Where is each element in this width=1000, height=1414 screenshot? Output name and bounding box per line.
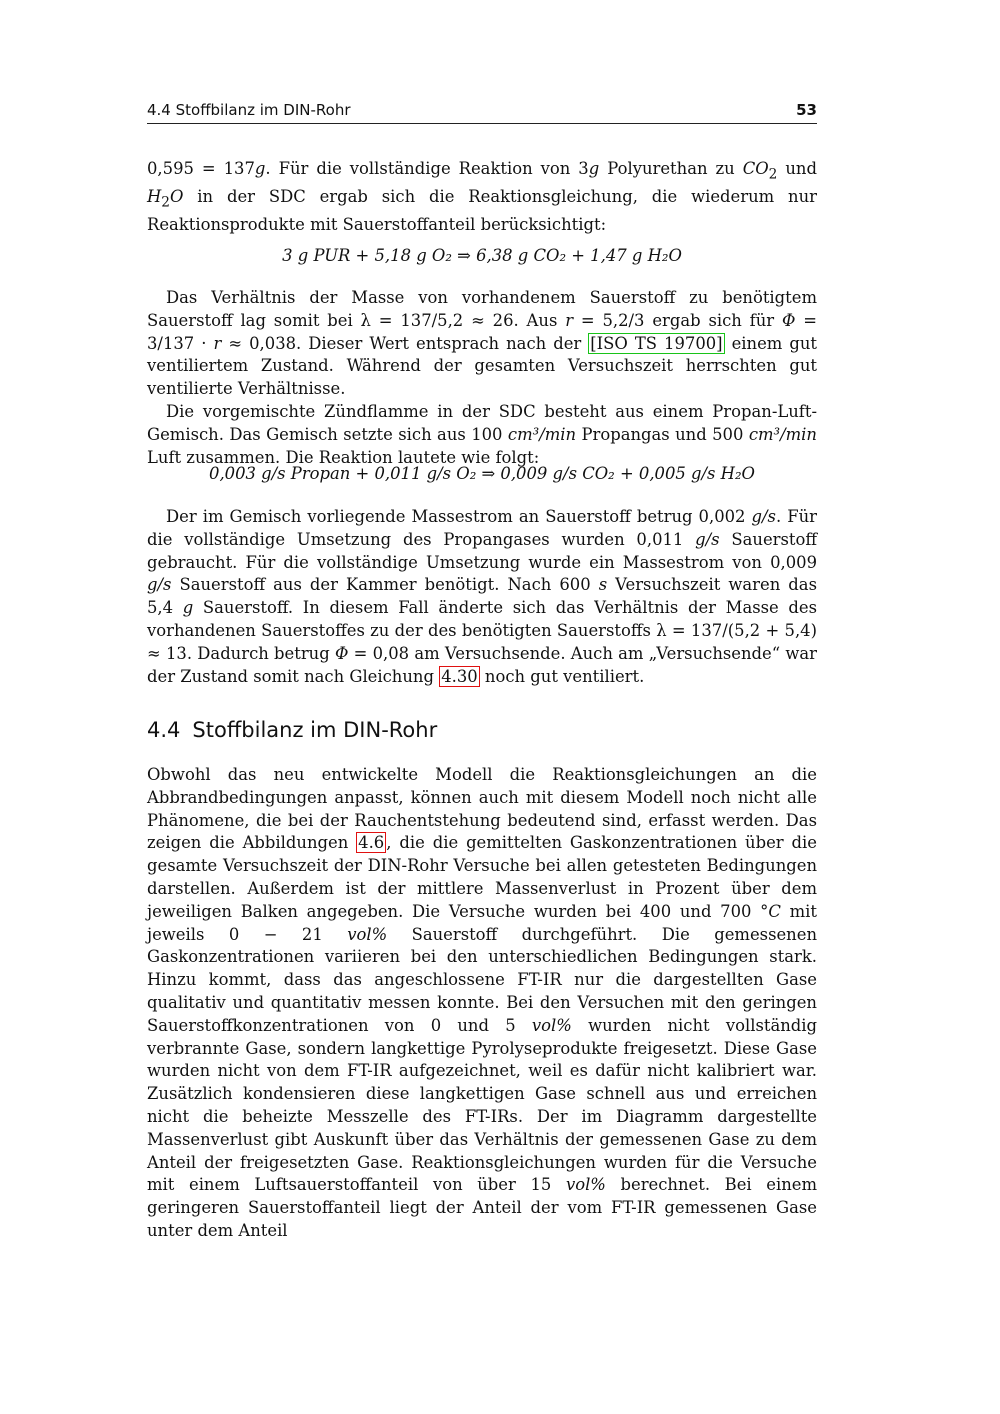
page-number: 53 xyxy=(796,101,817,119)
running-header xyxy=(147,101,817,124)
paragraph-din-tube: Obwohl das neu entwickelte Modell die Reaktionsgleichungen an die Abbrandbedingungen anpasst, können auch mit diesem Modell noch nicht alle Phänomene, die bei der Rauchentstehung bedeutend sind, erfasst werden. Das zeigen die Abbildungen 4.6 , die die gemittelten Gaskonzentrationen über die gesamte Versuchszeit der DIN-Rohr Versuche bei allen getesteten Bedingungen darstellen. Außerdem ist der mittlere Massenverlust in Prozent über dem jeweiligen Balken angegeben. Die Versuche wurden bei 400 und 700 °C mit jeweils 0 − 21 vol% Sauerstoff durchgeführt. Die gemessenen Gaskonzentrationen variieren bei den unterschiedlichen Bedingungen stark. Hinzu kommt, dass das angeschlossene FT-IR nur die dargestellten Gase qualitativ und quantitativ messen konnte. Bei den Versuchen mit den geringen Sauerstoffkonzentrationen von 0 und 5 vol% wurden nicht vollständig verbrannte Gase, sondern langkettige Pyrolyseprodukte freigesetzt. Diese Gase wurden nicht von dem FT-IR aufgezeichnet, weil es dafür nicht kalibriert war. Zusätzlich kondensieren diese langkettigen Gase schnell aus und erreichen nicht die beheizte Messzelle des FT-IRs. Der im Diagramm dargestellte Massenverlust gibt Auskunft über das Verhältnis der gemessenen Gase zu dem Anteil der freigesetzten Gase. Reaktionsgleichungen wurden für die Versuche mit einem Luftsauerstoffanteil von über 15 vol% berechnet. Bei einem geringeren Sauerstoffanteil liegt der Anteil der vom FT-IR gemessenen Gase unter dem Anteil xyxy=(147,765,818,1240)
paragraph-massflow: Der im Gemisch vorliegende Massestrom an Sauerstoff betrug 0,002 g/s. Für die vollständige Umsetzung des Propangases wurden 0,011 g/s Sauerstoff gebraucht. Für die vollständige Umsetzung wurde ein Massestrom von 0,009 g/s Sauerstoff aus der Kammer benötigt. Nach 600 s Versuchszeit waren das 5,4 g Sauerstoff. In diesem Fall änderte sich das Verhältnis der Masse des vorhandenen Sauerstoffes zu der des benötigten Sauerstoffs λ = 137/(5,2 + 5,4) ≈ 13. Dadurch betrug Φ = 0,08 am Versuchsende. Auch am „Versuchsende“ war der Zustand somit nach Gleichung 4.30 noch gut ventiliert. xyxy=(147,507,817,686)
paragraph-ratio: Das Verhältnis der Masse von vorhandenem Sauerstoff zu benötigtem Sauerstoff lag somit bei λ = 137/5,2 ≈ 26. Aus r = 5,2/3 ergab sich für Φ = 3/137 · r ≈ 0,038. Dieser Wert entsprach nach der [ISO TS 19700] einem gut ventiliertem Zustand. Während der gesamten Versuchszeit herrschten gut ventilierte Verhältnisse. Die vorgemischte Zündflamme in der SDC besteht aus einem Propan-Luft-Gemisch. Das Gemisch setzte sich aus 100 cm³/min Propangas und 500 cm³/min Luft zusammen. Die Reaktion lautete wie folgt: xyxy=(147,288,818,467)
equation-propane: 0,003 g/s Propan + 0,011 g/s O₂ ⇒ 0,009 g/s CO₂ + 0,005 g/s H₂O xyxy=(209,464,755,483)
equation-ref-link[interactable]: 4.30 xyxy=(441,666,478,686)
citation-iso-link[interactable]: [ISO TS 19700] xyxy=(590,333,723,353)
section-title: Stoffbilanz im DIN-Rohr xyxy=(192,718,438,742)
section-number: 4.4 xyxy=(147,718,181,742)
figure-ref-link[interactable]: 4.6 xyxy=(358,833,385,853)
section-heading xyxy=(147,718,817,742)
equation-pur: 3 g PUR + 5,18 g O₂ ⇒ 6,38 g CO₂ + 1,47 g H₂O xyxy=(282,246,682,265)
running-title: 4.4 Stoffbilanz im DIN-Rohr xyxy=(147,101,351,119)
paragraph-intro: 0,595 = 137g. Für die vollständige Reaktion von 3g Polyurethan zu $CO_2$ und $H_2O$ in der SDC ergab sich die Reaktionsgleichung, die wiederum nur Reaktionsprodukte mit Sauerstoffanteil berücksichtigt: xyxy=(147,159,817,235)
